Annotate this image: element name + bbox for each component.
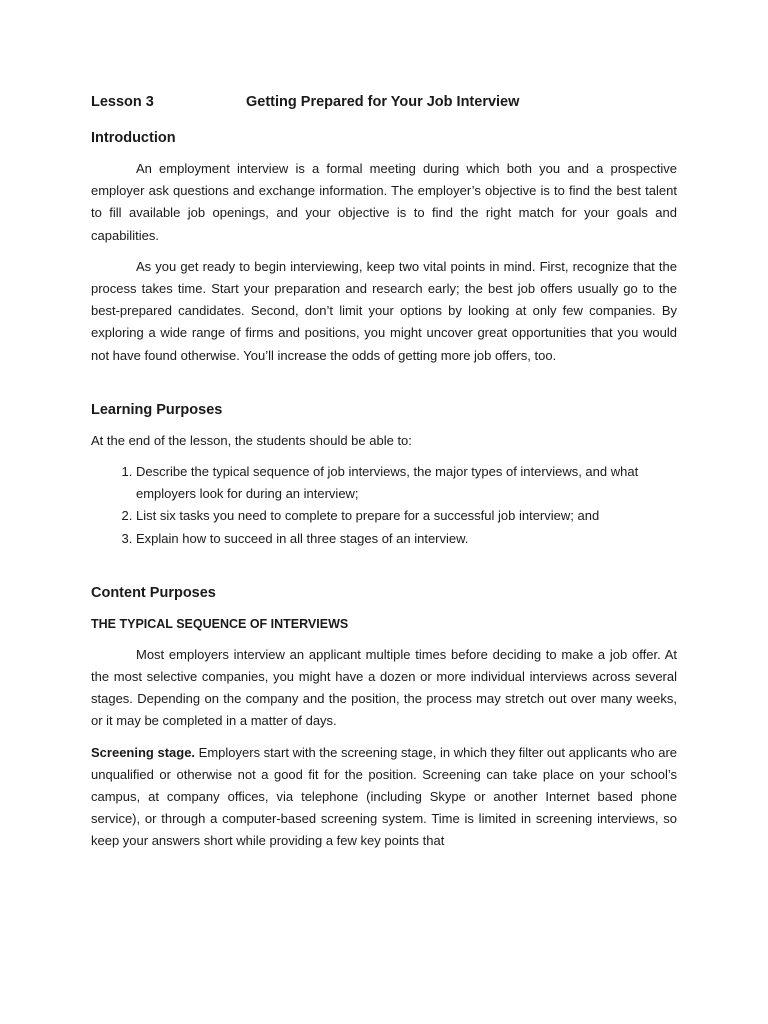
- screening-stage-label: Screening stage.: [91, 744, 196, 760]
- introduction-heading: Introduction: [91, 130, 176, 146]
- learning-purpose-item-1: 1. Describe the typical sequence of job interviews, the major types of interviews, and what employers look for during an interview;: [136, 461, 677, 505]
- section-spacer: [91, 559, 677, 585]
- learning-purpose-item-2: 2. List six tasks you need to complete to prepare for a successful job interview; and: [136, 505, 677, 527]
- introduction-paragraph-1: An employment interview is a formal meeting during which both you and a prospective employer ask questions and exchange information. The employer’s objective is to find the best talent to fill available job openings, and your objective is to find the right match for your goals and capabilities.: [91, 161, 677, 243]
- learning-purposes-intro: At the end of the lesson, the students should be able to:: [91, 432, 412, 448]
- lesson-number: Lesson 3: [91, 94, 154, 110]
- typical-sequence-subheading: THE TYPICAL SEQUENCE OF INTERVIEWS: [91, 616, 349, 631]
- learning-purposes-heading: Learning Purposes: [91, 401, 223, 418]
- lesson-header: [91, 94, 677, 110]
- introduction-paragraph-2: As you get ready to begin interviewing, keep two vital points in mind. First, recognize that the process takes time. Start your preparation and research early; the best job offers usually go to the best-prepared candidates. Second, don’t limit your options by looking at only few companies. By exploring a wide range of firms and positions, you might uncover great opportunities that you would not have found otherwise. You’ll increase the odds of getting more job offers, too.: [91, 258, 677, 363]
- typical-sequence-paragraph: Most employers interview an applicant multiple times before deciding to make a job offer. At the most selective companies, you might have a dozen or more individual interviews across several stages. Depending on the company and the position, the process may stretch out over many weeks, or it may be completed in a matter of days.: [91, 646, 677, 729]
- content-purposes-heading: Content Purposes: [91, 584, 216, 601]
- learning-purposes-list: [91, 461, 677, 550]
- learning-purpose-item-3: 3. Explain how to succeed in all three stages of an interview.: [136, 528, 677, 550]
- screening-stage-text: Employers start with the screening stage, in which they filter out applicants who are unqualified or otherwise not a good fit for the position. Screening can take place on your school’s campus, at company offices, via telephone (including Skype or another Internet based phone service), or through a computer-based screening system. Time is limited in screening interviews, so keep your answers short while providing a few key points that: [91, 744, 678, 849]
- lesson-title: Getting Prepared for Your Job Interview: [246, 94, 520, 110]
- section-spacer: [91, 376, 677, 402]
- screening-stage-paragraph: [91, 742, 677, 853]
